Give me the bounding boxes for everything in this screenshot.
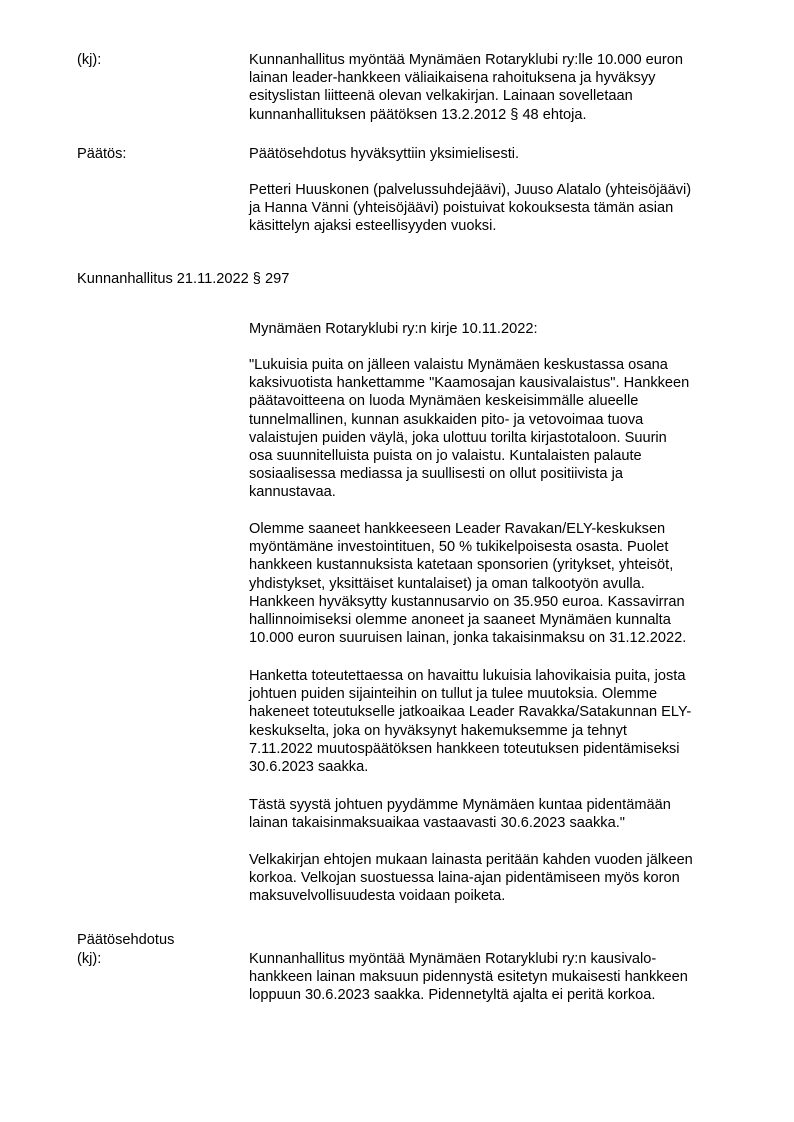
proposal-label-line2: (kj): [77,951,102,967]
decision-text [249,145,749,163]
text-line: esityslistan liitteenä olevan velkakirjan. Lainaan sovelletaan [249,88,633,105]
text-line: Tästä syystä johtuen pyydämme Mynämäen kuntaa pidentämään [249,797,671,813]
text-line: maksuvelvollisuudesta voidaan poiketa. [249,888,506,905]
proposal-label-line1: Päätösehdotus [77,932,175,948]
letter-intro [249,320,749,338]
text-line: Mynämäen Rotaryklubi ry:n kirje 10.11.2022: [249,321,538,337]
text-line: valaistujen puiden väylä, joka ulottuu torilta kirjastotaloon. Suurin [249,429,667,446]
text-line: keskukselta, joka on hyväksynyt hakemuksemme ja tehnyt [249,722,627,739]
text-line: Olemme saaneet hankkeeseen Leader Ravakan/ELY-keskuksen [249,521,666,537]
text-line: ja Hanna Vänni (yhteisöjäävi) poistuivat kokouksesta tämän asian [249,200,674,217]
text-line: hankkeen kustannuksista katetaan sponsorien (yritykset, yhteisöt, [249,557,674,574]
text-line: päätavoitteena on luoda Mynämäen keskeisimmälle alueelle [249,393,639,410]
decision-label: Päätös: [77,146,127,162]
text-line: sosiaalisessa mediassa ja suullisesti on ollut positiivista ja [249,466,623,483]
text-line: 30.6.2023 saakka. [249,759,369,776]
text-line: hankkeen lainan maksuun pidennystä esitetyn mukaisesti hankkeen [249,969,688,986]
text-line: hallinnoimiseksi olemme anoneet ja saaneet Mynämäen kunnalta [249,612,671,629]
text-line: kunnanhallituksen päätöksen 13.2.2012 § 48 ehtoja. [249,106,587,123]
text-line: Hanketta toteutettaessa on havaittu lukuisia lahovikaisia puita, josta [249,668,686,684]
text-line: Hankkeen hyväksytty kustannusarvio on 35.950 euroa. Kassavirran [249,593,685,610]
text-line: Kunnanhallitus myöntää Mynämäen Rotaryklubi ry:lle 10.000 euron [249,52,684,68]
text-line: osa suunnitelluista puista on jo valaistu. Kuntalaisten palaute [249,448,642,465]
text-line: Velkakirjan ehtojen mukaan lainasta peritään kahden vuoden jälkeen [249,852,693,868]
text-line: tunnelmallinen, kunnan asukkaiden pito- ja vetovoimaa tuova [249,411,644,428]
text-line: "Lukuisia puita on jälleen valaistu Mynämäen keskustassa osana [249,357,668,373]
recusal-text [249,181,749,236]
text-line: kaksivuotista hankettamme "Kaamosajan kausivalaistus". Hankkeen [249,375,690,392]
text-line: lainan takaisinmaksuaikaa vastaavasti 30.6.2023 saakka." [249,815,625,832]
text-line: myöntämäne investointituen, 50 % tukikelpoisesta osasta. Puolet [249,539,669,556]
text-line: johtuen puiden sijainteihin on tullut ja tulee muutoksia. Olemme [249,686,658,703]
section-label: (kj): [77,52,102,68]
text-line: loppuun 30.6.2023 saakka. Pidennetyltä ajalta ei peritä korkoa. [249,987,656,1004]
proposal-text [249,950,749,1005]
text-line: 10.000 euron suuruisen lainan, jonka takaisinmaksu on 31.12.2022. [249,630,687,647]
text-line: lainan leader-hankkeen väliaikaisena rahoituksena ja hyväksyy [249,70,656,87]
text-line: Kunnanhallitus myöntää Mynämäen Rotaryklubi ry:n kausivalo- [249,951,657,967]
section-text [249,51,749,124]
text-line: 7.11.2022 muutospäätöksen hankkeen toteutuksen pidentämiseksi [249,740,680,757]
text-line: käsittelyn ajaksi esteellisyyden vuoksi. [249,218,497,235]
text-line: hakeneet toteutukselle jatkoaikaa Leader Ravakka/Satakunnan ELY- [249,704,692,721]
text-line: Päätösehdotus hyväksyttiin yksimielisesti. [249,146,520,162]
text-line: korkoa. Velkojan suostuessa laina-ajan pidentämiseen myös koron [249,870,680,887]
text-line: Petteri Huuskonen (palvelussuhdejäävi), Juuso Alatalo (yhteisöjäävi) [249,182,692,198]
meeting-header: Kunnanhallitus 21.11.2022 § 297 [77,271,290,287]
text-line: yhdistykset, yksittäiset kuntalaiset) ja oman talkootyön avulla. [249,575,645,592]
text-line: kannustavaa. [249,484,336,501]
